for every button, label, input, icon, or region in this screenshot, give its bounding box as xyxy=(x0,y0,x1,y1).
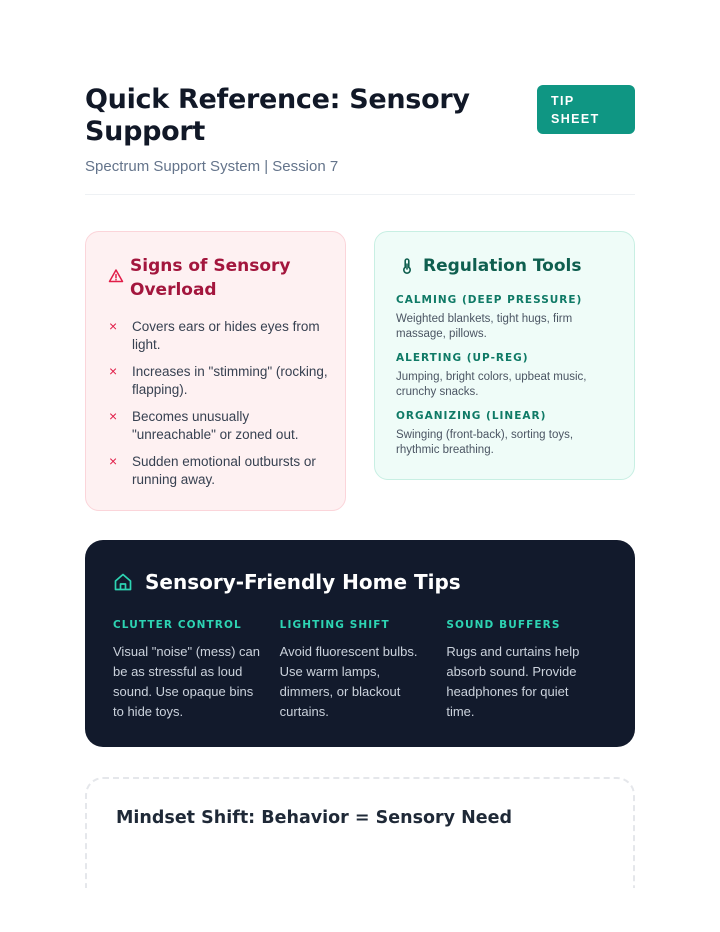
tip-sheet-badge xyxy=(537,85,635,134)
tip-desc: Visual "noise" (mess) can be as stressful as loud sound. Use opaque bins to hide toys. xyxy=(113,644,260,719)
tool-title: ORGANIZING (LINEAR) xyxy=(396,410,547,422)
thermometer-icon xyxy=(397,256,417,276)
page-title: Quick Reference: Sensory Support xyxy=(85,84,470,147)
list-item xyxy=(108,318,328,353)
x-icon: × xyxy=(109,408,118,424)
tool-item xyxy=(396,409,616,457)
list-item xyxy=(108,408,328,443)
tool-title: ALERTING (UP-REG) xyxy=(396,352,529,364)
list-item xyxy=(108,453,328,488)
list-item-text: Covers ears or hides eyes from light. xyxy=(132,319,320,352)
home-tips-panel xyxy=(85,540,635,747)
tip-column xyxy=(280,618,447,722)
list-item-text: Becomes unusually "unreachable" or zoned out. xyxy=(132,409,299,442)
page-bottom-cutoff xyxy=(0,888,720,932)
list-item xyxy=(108,363,328,398)
tool-title: CALMING (DEEP PRESSURE) xyxy=(396,294,583,306)
regulation-title: Regulation Tools xyxy=(423,256,582,276)
overload-title: Signs of Sensory Overload xyxy=(130,256,291,300)
tools-list xyxy=(396,293,616,467)
tool-item xyxy=(396,351,616,399)
home-tips-title: Sensory-Friendly Home Tips xyxy=(145,570,461,594)
x-icon: × xyxy=(109,363,118,379)
home-tips-columns xyxy=(113,618,613,722)
warning-triangle-icon xyxy=(108,268,124,284)
regulation-tools-card xyxy=(374,231,635,480)
tip-column xyxy=(113,618,280,722)
x-icon: × xyxy=(109,453,118,469)
tip-desc: Avoid fluorescent bulbs. Use warm lamps, dimmers, or blackout curtains. xyxy=(279,644,418,719)
header-divider xyxy=(85,194,635,195)
badge-line-2: SHEET xyxy=(551,112,600,126)
tool-desc: Jumping, bright colors, upbeat music, crunchy snacks. xyxy=(396,371,587,398)
tool-desc: Weighted blankets, tight hugs, firm massage, pillows. xyxy=(396,313,573,340)
tip-title: SOUND BUFFERS xyxy=(446,619,561,631)
tip-column xyxy=(446,618,613,722)
tip-title: LIGHTING SHIFT xyxy=(279,619,390,631)
overload-list xyxy=(108,318,328,498)
x-icon: × xyxy=(109,318,118,334)
tip-desc: Rugs and curtains help absorb sound. Provide headphones for quiet time. xyxy=(446,644,580,719)
tool-item xyxy=(396,293,616,341)
tool-desc: Swinging (front-back), sorting toys, rhythmic breathing. xyxy=(396,429,574,456)
sensory-overload-card xyxy=(85,231,346,511)
badge-line-1: TIP xyxy=(551,94,575,108)
page-subtitle: Spectrum Support System | Session 7 xyxy=(85,158,339,175)
page-header xyxy=(85,84,635,175)
mindset-title: Mindset Shift: Behavior = Sensory Need xyxy=(116,808,513,828)
house-icon xyxy=(113,572,133,592)
tip-title: CLUTTER CONTROL xyxy=(113,619,242,631)
list-item-text: Sudden emotional outbursts or running away. xyxy=(132,454,316,487)
list-item-text: Increases in "stimming" (rocking, flapping). xyxy=(132,364,328,397)
